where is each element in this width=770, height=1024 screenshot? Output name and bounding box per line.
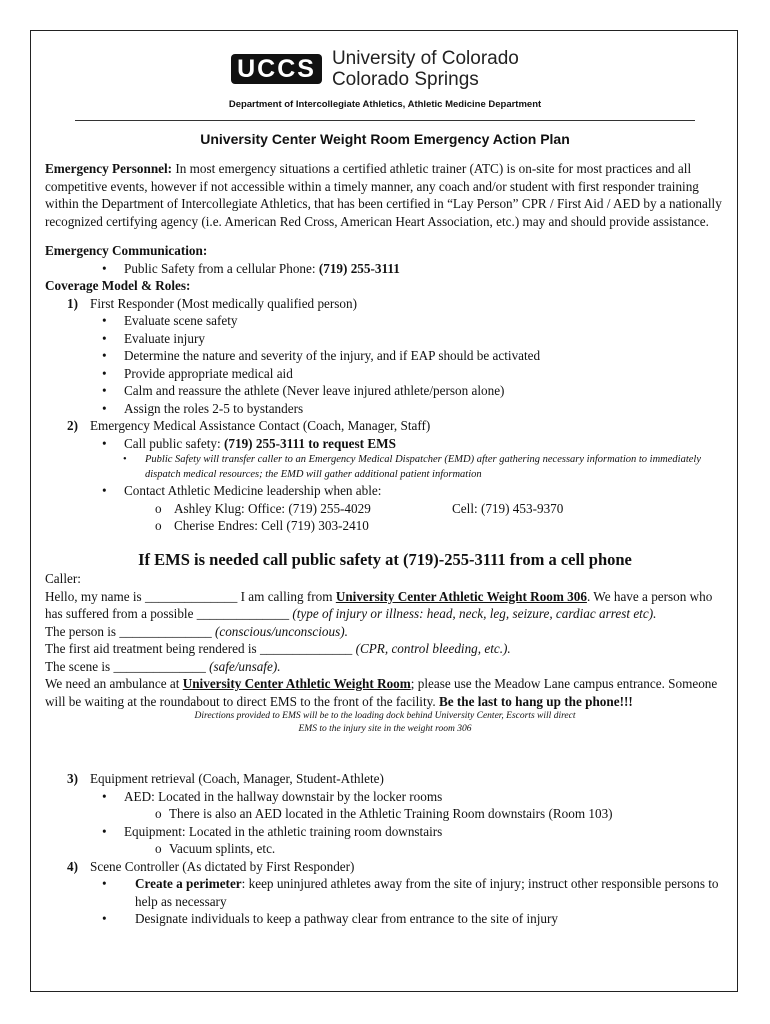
- public-safety-phone: (719) 255-3111: [318, 260, 400, 276]
- script-hint: (CPR, control bleeding, etc.).: [355, 641, 511, 656]
- role-number: 4): [67, 858, 78, 874]
- call-prefix: Call public safety:: [124, 435, 224, 451]
- sub-list-item: o Vacuum splints, etc.: [45, 840, 725, 858]
- list-item: • Evaluate scene safety: [45, 312, 725, 330]
- list-item: • Equipment: Located in the athletic training room downstairs: [45, 823, 725, 841]
- call-number: (719) 255-3111 to request EMS: [223, 435, 396, 451]
- role-title: Equipment retrieval (Coach, Manager, Student-Athlete): [90, 771, 384, 786]
- list-item: • AED: Located in the hallway downstair by the locker rooms: [45, 788, 725, 806]
- script-line-1: [45, 588, 725, 623]
- contact-item: [45, 500, 725, 518]
- role-title: Emergency Medical Assistance Contact (Coach, Manager, Staff): [90, 418, 431, 433]
- caller-label: Caller:: [45, 571, 81, 586]
- role-title: Scene Controller (As dictated by First Responder): [90, 858, 355, 874]
- directions-note-1: Directions provided to EMS will be to the loading dock behind University Center, Escorts will direct: [194, 711, 576, 721]
- department-line: Department of Intercollegiate Athletics, Athletic Medicine Department: [228, 99, 542, 110]
- list-item: • Provide appropriate medical aid: [45, 365, 725, 383]
- perimeter-label: Create a perimeter: [135, 876, 242, 891]
- ems-heading: If EMS is needed call public safety at (719)-255-3111 from a cell phone: [138, 549, 632, 569]
- uccs-logo: [25, 44, 725, 94]
- list-item: [45, 435, 725, 453]
- sub-list-item: • Public Safety will transfer caller to an Emergency Medical Dispatcher (EMD) after gathering necessary information to immediately dispatch medical resources; the EMD will gather additional patient information: [45, 452, 725, 482]
- script-hint: (conscious/unconscious).: [214, 623, 348, 639]
- role-title: First Responder (Most medically qualified person): [90, 295, 357, 311]
- logo-line-2: Colorado Springs: [331, 69, 479, 90]
- logo-line-1: University of Colorado: [331, 48, 519, 69]
- list-item: • Determine the nature and severity of the injury, and if EAP should be activated: [45, 347, 725, 365]
- communication-item: [45, 260, 725, 278]
- contact-ashley: Ashley Klug: Office: (719) 255-4029: [174, 500, 371, 516]
- script-text: . We have a person who has suffered from a possible ______________: [45, 588, 713, 621]
- header-divider: [75, 120, 695, 121]
- personnel-label: Emergency Personnel:: [45, 161, 173, 176]
- list-item: [45, 875, 725, 910]
- perimeter-text: : keep uninjured athletes away from the site of injury; instruct other responsible persons to help as necessary: [135, 876, 719, 909]
- sub-list-item: o There is also an AED located in the Athletic Training Room downstairs (Room 103): [45, 805, 725, 823]
- role-number: 1): [67, 295, 78, 311]
- location-name: University Center Athletic Weight Room: [182, 676, 411, 691]
- script-hint: (safe/unsafe).: [209, 658, 281, 674]
- role-2: [45, 417, 725, 435]
- communication-text: Public Safety from a cellular Phone:: [124, 260, 319, 276]
- list-item: • Assign the roles 2-5 to bystanders: [45, 400, 725, 418]
- script-line-4: [45, 658, 725, 676]
- role-number: 2): [67, 418, 78, 433]
- script-line-5: [45, 675, 725, 710]
- role-4: [45, 858, 725, 876]
- list-item: • Contact Athletic Medicine leadership when able:: [45, 482, 725, 500]
- uccs-logo-mark: [231, 54, 322, 84]
- personnel-text: In most emergency situations a certified athletic trainer (ATC) is on-site for most practices and all competitive events, however if not accessible within a timely manner, any coach and/or student with first responder training within the Department of Intercollegiate Athletics, that has been certified in “Lay Person” CPR / First Aid / AED by a nationally recognized certifying agency (i.e. American Red Cross, American Heart Association, etc.) may and should provide assistance.: [45, 161, 722, 229]
- list-item: • Designate individuals to keep a pathway clear from entrance to the site of injury: [45, 910, 725, 928]
- directions-note-2: EMS to the injury site in the weight room 306: [298, 724, 472, 734]
- personnel-paragraph: [45, 160, 725, 230]
- role-number: 3): [67, 771, 78, 786]
- contact-item: o Cherise Endres: Cell (719) 303-2410: [45, 517, 725, 535]
- list-item: • Evaluate injury: [45, 330, 725, 348]
- script-text: We need an ambulance at: [45, 676, 183, 691]
- role-1: [45, 295, 725, 313]
- script-line-3: [45, 640, 725, 658]
- script-line-2: [45, 623, 725, 641]
- contact-ashley-cell: Cell: (719) 453-9370: [452, 500, 564, 516]
- script-emphasis: Be the last to hang up the phone!!!: [438, 693, 633, 709]
- location-name: University Center Athletic Weight Room 306: [335, 588, 587, 604]
- list-item: • Calm and reassure the athlete (Never leave injured athlete/person alone): [45, 382, 725, 400]
- role-3: [45, 770, 725, 788]
- logo-wordmark: [332, 48, 519, 90]
- script-text: The scene is ______________: [45, 658, 210, 674]
- document-title: University Center Weight Room Emergency Action Plan: [200, 130, 570, 147]
- script-text: Hello, my name is ______________ I am calling from: [45, 588, 336, 604]
- script-text: The person is ______________: [45, 623, 215, 639]
- communication-label: Emergency Communication:: [45, 243, 208, 258]
- script-text: ; please use the Meadow Lane campus entrance. Someone will be waiting at the roundabout to direct EMS to the front of the facility.: [45, 676, 718, 709]
- coverage-label: Coverage Model & Roles:: [45, 278, 191, 293]
- document-body: [45, 44, 725, 928]
- script-text: The first aid treatment being rendered is ______________: [45, 641, 356, 656]
- logo-mark-text: UCCS: [231, 54, 322, 84]
- script-hint: (type of injury or illness: head, neck, leg, seizure, cardiac arrest etc).: [292, 606, 657, 621]
